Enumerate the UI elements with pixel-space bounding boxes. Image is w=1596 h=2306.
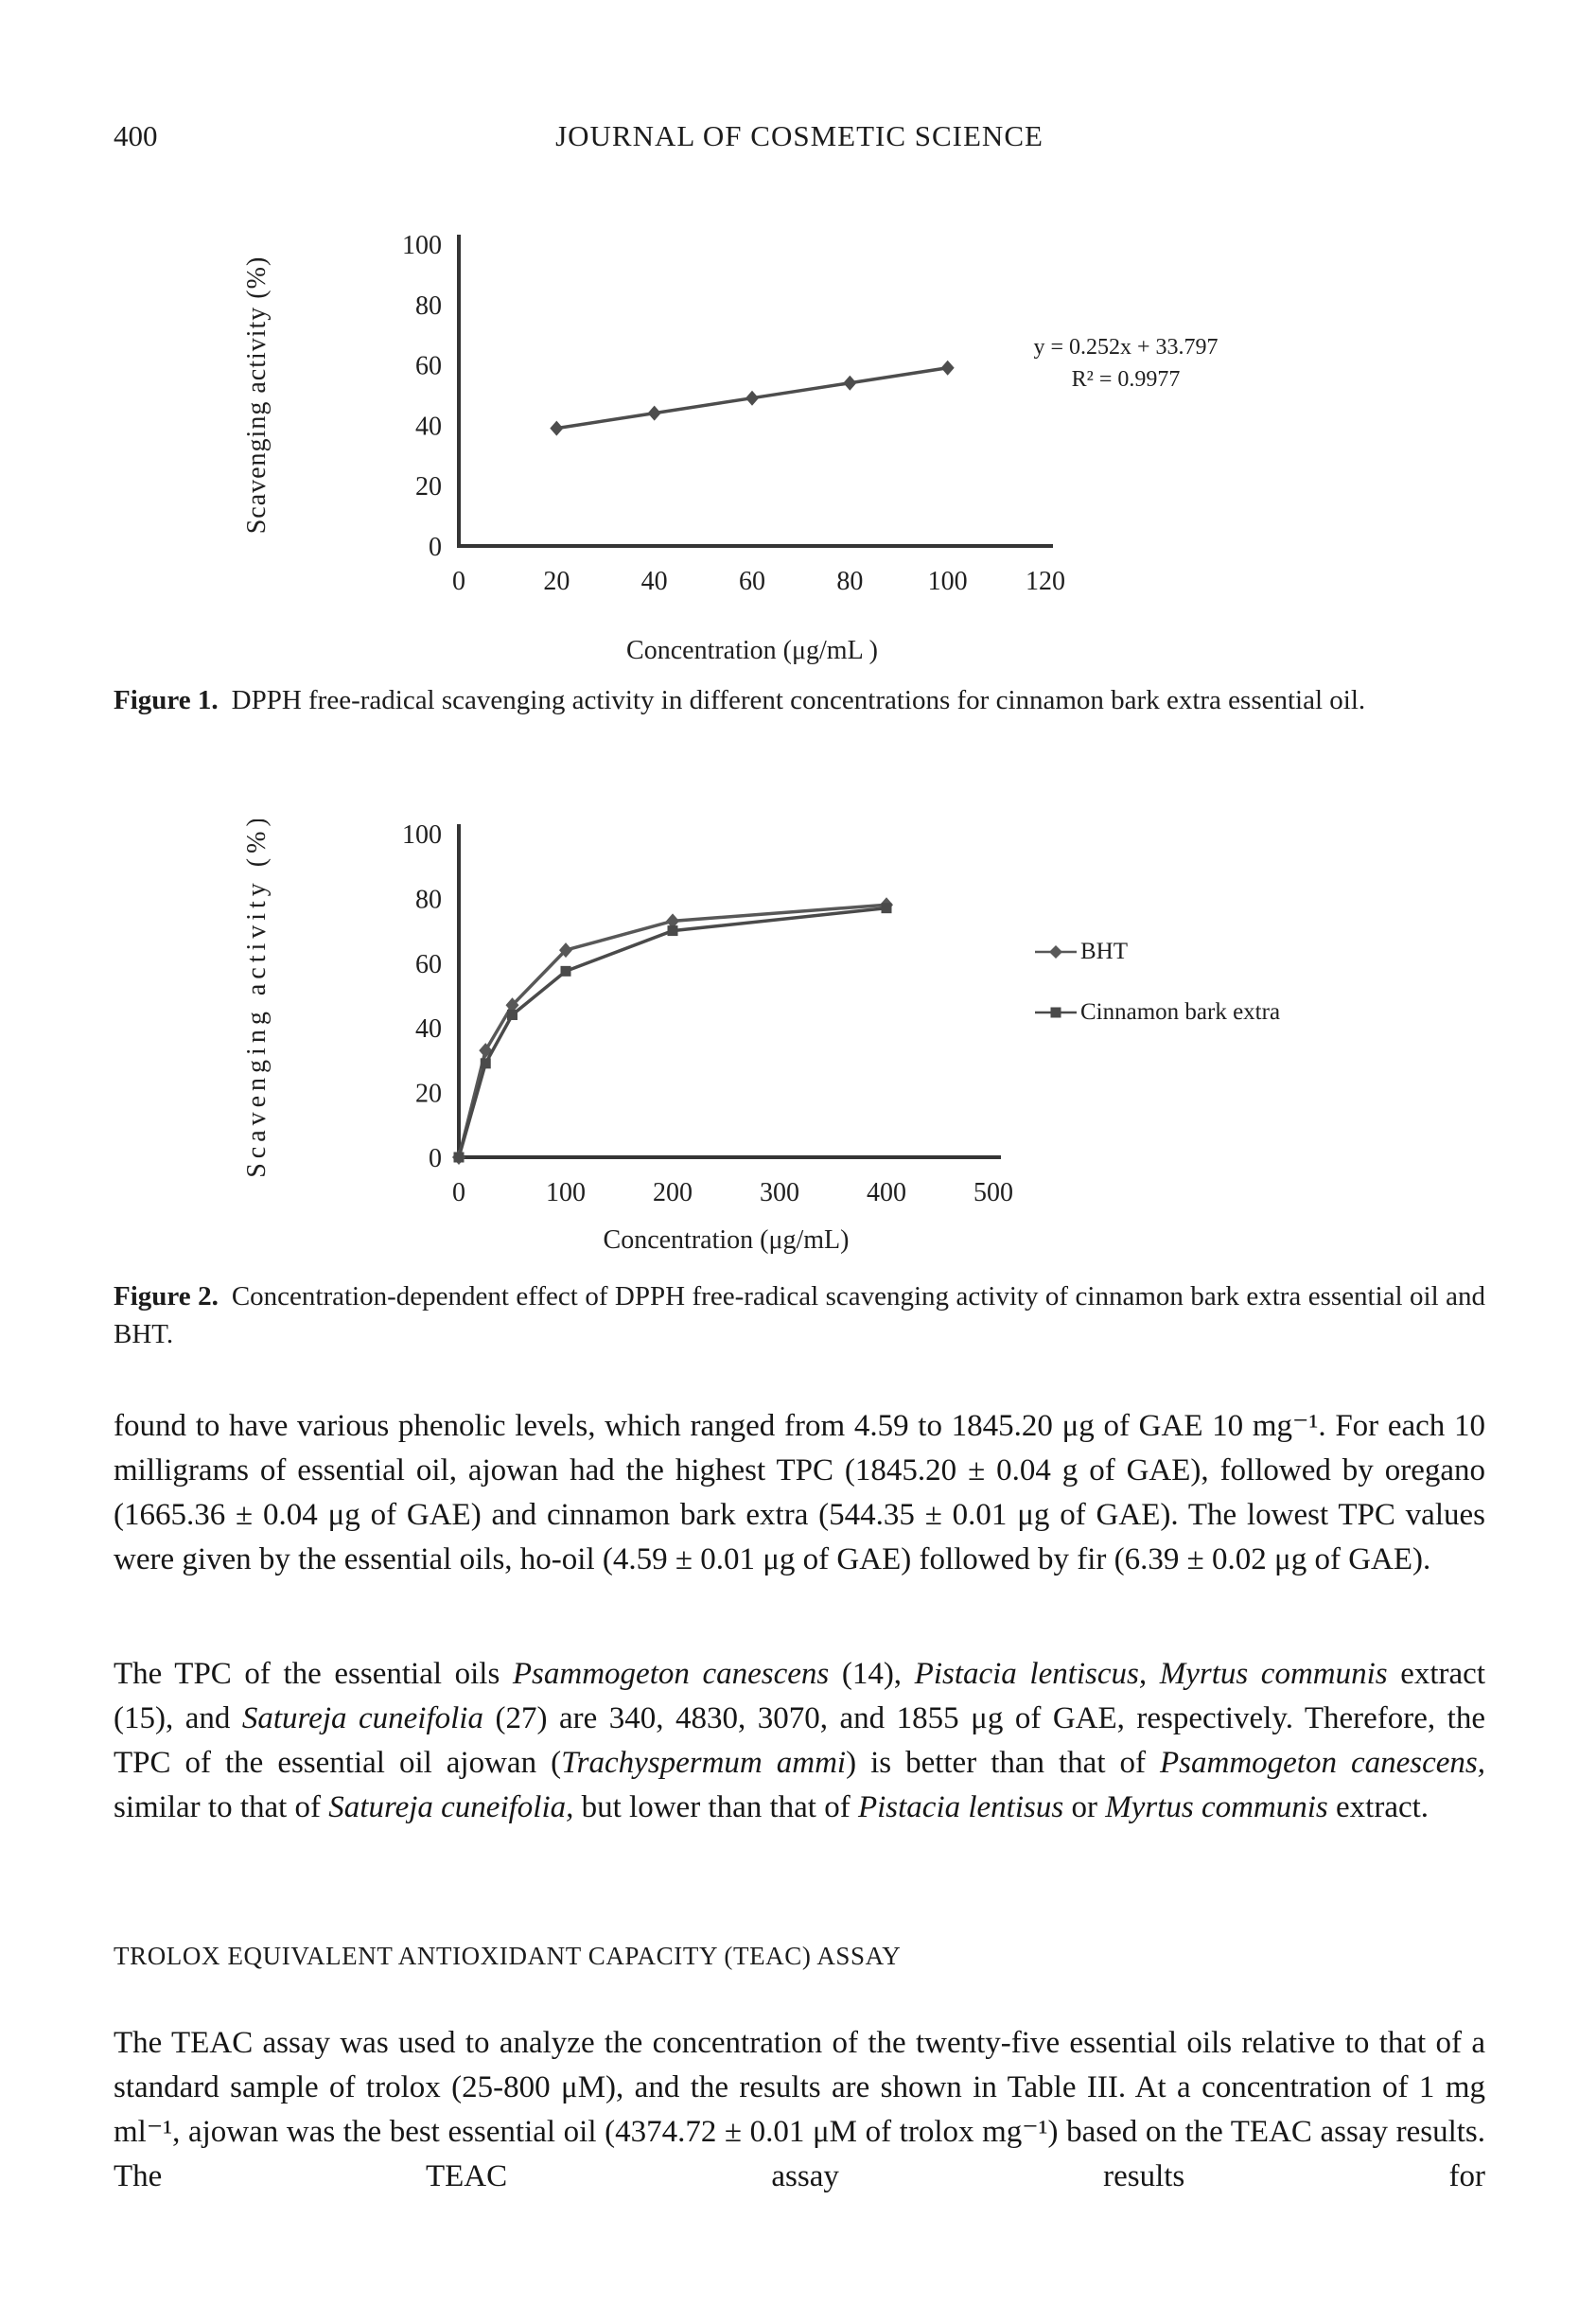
figure-2-caption-label: Figure 2. bbox=[114, 1281, 219, 1311]
figure-2-caption bbox=[114, 1277, 1485, 1353]
x-tick-label: 300 bbox=[760, 1178, 799, 1207]
species-name-italic: Satureja cuneifolia, bbox=[328, 1790, 574, 1824]
species-name-italic: Myrtus communis bbox=[1105, 1790, 1328, 1824]
figure-2-caption-text: Concentration-dependent effect of DPPH free-radical scavenging activity of cinnamon bark extra essential oil and BHT. bbox=[114, 1281, 1485, 1349]
figure-1-caption-label: Figure 1. bbox=[114, 685, 219, 715]
y-tick-label: 0 bbox=[429, 533, 442, 562]
data-point-marker-square bbox=[507, 1010, 517, 1020]
dpph-concentration-chart bbox=[237, 819, 1022, 1259]
figure-1-caption-text: DPPH free-radical scavenging activity in different concentrations for cinnamon bark extra essential oil. bbox=[231, 685, 1366, 715]
dpph-linearity-chart bbox=[237, 216, 1268, 670]
legend-item bbox=[1033, 939, 1280, 965]
x-tick-label: 40 bbox=[640, 567, 668, 596]
x-axis-label: Concentration (μg/mL ) bbox=[626, 636, 878, 665]
legend-label: Cinnamon bark extra bbox=[1080, 999, 1281, 1025]
text-segment: (14), bbox=[829, 1657, 915, 1691]
data-point-marker-diamond bbox=[843, 376, 856, 391]
species-name-italic: Psammogeton canescens, bbox=[1159, 1746, 1485, 1780]
data-point-marker-square bbox=[561, 966, 571, 977]
legend-item bbox=[1033, 999, 1280, 1026]
body-paragraph-teac-assay: The TEAC assay was used to analyze the concentration of the twenty-five essential oils relative to that of a standard sample of trolox (25-800 μM), and the results are shown in Table III. At a concentration of 1 mg ml⁻¹, ajowan was the best essential oil (4374.72 ± 0.01 μM of trolox mg⁻¹) based on the TEAC assay results. The TEAC assay results for bbox=[114, 2026, 1485, 2193]
y-tick-label: 100 bbox=[402, 820, 442, 850]
page-number: 400 bbox=[114, 119, 158, 152]
data-point-marker-square bbox=[454, 1153, 465, 1163]
data-point-marker-diamond bbox=[745, 391, 759, 406]
legend-square bbox=[1051, 1008, 1061, 1018]
y-tick-label: 20 bbox=[415, 1079, 442, 1109]
legend-marker-square-icon bbox=[1033, 1003, 1079, 1022]
x-tick-label: 500 bbox=[973, 1178, 1013, 1207]
x-tick-label: 0 bbox=[452, 567, 465, 596]
y-tick-label: 80 bbox=[415, 290, 442, 321]
x-tick-label: 0 bbox=[452, 1178, 465, 1207]
y-tick-label: 80 bbox=[415, 885, 442, 915]
series-line bbox=[459, 908, 886, 1157]
text-segment: ) is better than that of bbox=[846, 1746, 1160, 1780]
data-point-marker-square bbox=[882, 903, 892, 913]
text-segment: or bbox=[1063, 1790, 1106, 1824]
y-tick-label: 40 bbox=[415, 412, 442, 442]
data-point-marker-diamond bbox=[941, 361, 955, 376]
legend-marker-diamond-icon bbox=[1033, 942, 1079, 961]
equation-line: y = 0.252x + 33.797 bbox=[1033, 335, 1219, 360]
y-tick-label: 0 bbox=[429, 1144, 442, 1173]
text-segment: The TPC of the essential oils bbox=[114, 1657, 513, 1691]
y-axis-label: Scavenging activity (%) bbox=[242, 255, 272, 535]
x-tick-label: 20 bbox=[543, 567, 570, 596]
figure-2-chart bbox=[237, 819, 1353, 1264]
text-segment: (27) are 340, 4830, 3070, and 1855 μg of GAE, respectively. Therefore, the TPC of the essential oil ajowan ( bbox=[114, 1701, 1485, 1780]
y-tick-label: 60 bbox=[415, 949, 442, 979]
y-tick-label: 20 bbox=[415, 472, 442, 502]
x-tick-label: 80 bbox=[836, 567, 864, 596]
chart-legend bbox=[1033, 939, 1280, 1060]
journal-title: JOURNAL OF COSMETIC SCIENCE bbox=[555, 119, 1044, 152]
data-point-marker-diamond bbox=[648, 406, 661, 421]
body-paragraph-tpc-comparison bbox=[114, 1652, 1485, 1830]
x-tick-label: 400 bbox=[867, 1178, 906, 1207]
trendline-equation bbox=[993, 331, 1258, 396]
x-axis-label: Concentration (μg/mL) bbox=[603, 1225, 850, 1255]
x-tick-label: 200 bbox=[653, 1178, 693, 1207]
data-point-marker-diamond bbox=[550, 421, 563, 436]
species-name-italic: Pistacia lentisus bbox=[857, 1790, 1064, 1824]
section-heading-teac-assay: TROLOX EQUIVALENT ANTIOXIDANT CAPACITY (TEAC) ASSAY bbox=[114, 1942, 902, 1970]
body-paragraph-tpc-results: found to have various phenolic levels, which ranged from 4.59 to 1845.20 μg of GAE 10 mg⁻¹. For each 10 milligrams of essential oil, ajowan had the highest TPC (1845.20 ± 0.04 g of GAE), followed by oregano (1665.36 ± 0.04 μg of GAE) and cinnamon bark extra (544.35 ± 0.01 μg of GAE). The lowest TPC values were given by the essential oils, ho-oil (4.59 ± 0.01 μg of GAE) followed by fir (6.39 ± 0.02 μg of GAE). bbox=[114, 1409, 1485, 1576]
species-name-italic: Trachyspermum ammi bbox=[561, 1746, 847, 1780]
figure-1-chart bbox=[237, 216, 1268, 670]
x-tick-label: 100 bbox=[927, 567, 968, 596]
r-squared-value: R² = 0.9977 bbox=[1071, 367, 1181, 392]
y-tick-label: 40 bbox=[415, 1014, 442, 1045]
y-tick-label: 60 bbox=[415, 351, 442, 381]
species-name-italic: Satureja cuneifolia bbox=[241, 1701, 483, 1735]
y-axis-label: Scavenging activity (%) bbox=[242, 819, 272, 1178]
x-tick-label: 120 bbox=[1026, 567, 1065, 596]
figure-1-caption bbox=[114, 681, 1485, 719]
text-segment: similar to that of bbox=[114, 1790, 329, 1824]
series-line bbox=[459, 905, 886, 1157]
text-segment: but lower than that of bbox=[573, 1790, 858, 1824]
legend-label: BHT bbox=[1080, 939, 1128, 964]
y-tick-label: 100 bbox=[402, 231, 442, 260]
species-name-italic: Pistacia lentiscus, Myrtus communis bbox=[914, 1657, 1388, 1691]
data-point-marker-square bbox=[481, 1058, 491, 1068]
x-tick-label: 100 bbox=[546, 1178, 586, 1207]
text-segment: extract (15), and bbox=[114, 1657, 1485, 1735]
x-tick-label: 60 bbox=[739, 567, 765, 596]
species-name-italic: Psammogeton canescens bbox=[512, 1657, 830, 1691]
data-point-marker-square bbox=[668, 925, 678, 936]
text-segment: extract. bbox=[1327, 1790, 1429, 1824]
legend-diamond bbox=[1049, 945, 1062, 959]
